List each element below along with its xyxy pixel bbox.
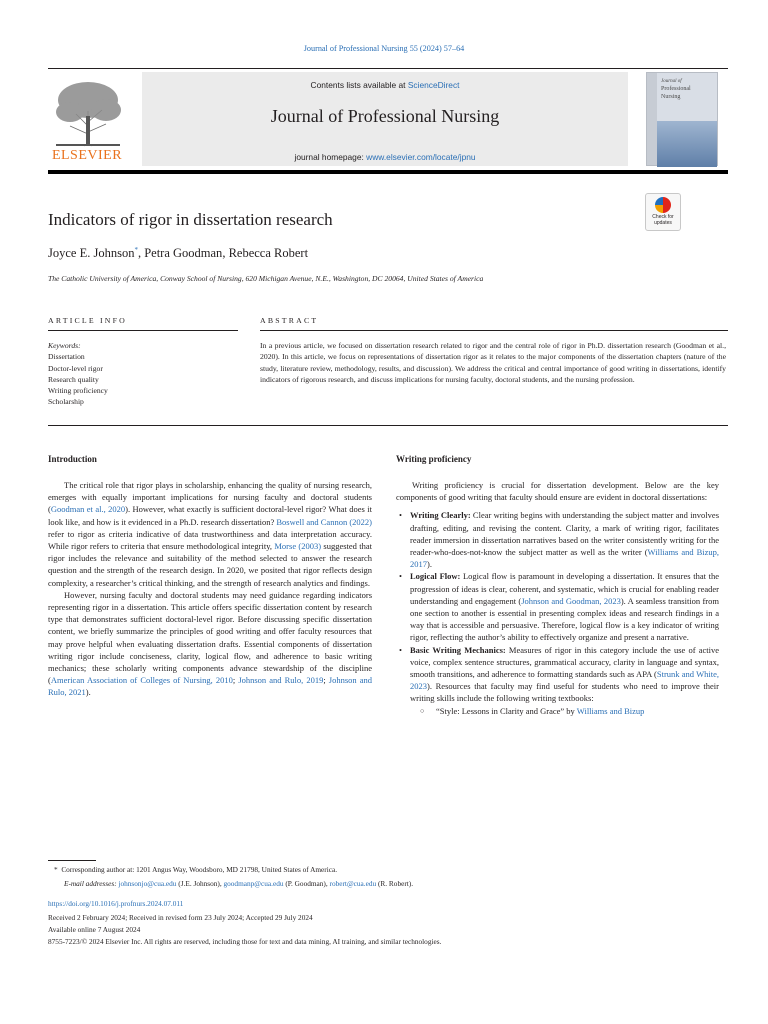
sub-list-item [410,705,719,717]
text-run: ). However, what exactly is sufficient doctoral-level rigor? What does it look like, and how is it evidenced in a Ph.D. research dissertation? [48,504,372,527]
keywords-label: Keywords: [48,341,81,350]
introduction-body [48,479,372,699]
copyright-line: 8755-7223/© 2024 Elsevier Inc. All rights are reserved, including those for text and data mining, AI training, and similar technologies. [48,937,442,946]
author-name: Petra Goodman [144,246,223,261]
text-run: “Style: Lessons in Clarity and Grace” by [436,705,577,716]
sciencedirect-link[interactable]: ScienceDirect [407,80,460,90]
email-addresses [64,878,413,890]
contents-prefix: Contents lists available at [310,80,408,90]
header-thick-rule [48,170,728,174]
footnote-mark: * [54,865,58,874]
affiliation: The Catholic University of America, Conway School of Nursing, 620 Michigan Avenue, N.E., Washington, DC 20064, United States of America [48,274,484,283]
corresponding-address: Corresponding author at: 1201 Angus Way, Woodsboro, MD 21798, United States of America. [61,865,338,874]
homepage-line [142,152,628,162]
citation-link[interactable]: Goodman et al., 2020 [50,504,126,515]
email-owner: (P. Goodman), [283,879,330,888]
available-online: Available online 7 August 2024 [48,925,141,934]
email-link[interactable]: johnsonjo@cua.edu [118,879,177,888]
footnote-rule [48,860,96,861]
corresponding-author-mark[interactable]: * [134,246,138,254]
text-run: ). Resources that faculty may find useful for students who need to improve their writing skills include the following writing textbooks: [410,681,719,704]
hollow-bullet-icon: ○ [420,706,425,715]
citation-link[interactable]: Williams and Bizup, 2017 [410,547,720,570]
citation-link[interactable]: Johnson and Goodman, 2023 [521,595,621,606]
check-for-updates-badge[interactable] [645,193,681,231]
text-run: The critical role that rigor plays in scholarship, enhancing the quality of nursing research, emerges with equally important implications for nursing faculty and doctoral students ( [48,480,372,515]
keyword-item: Doctor-level rigor [48,363,103,373]
citation-link[interactable]: Morse (2003) [274,541,322,552]
email-owner: (R. Robert). [376,879,414,888]
list-item [410,644,719,717]
writing-proficiency-intro: Writing proficiency is crucial for dissertation development. Below are the key components of good writing that faculty should ensure are evident in doctoral dissertations: [396,480,719,503]
cover-spine [647,73,657,165]
keywords-block [48,340,108,408]
text-run: Measures of rigor in this category include the use of active voice, complex sentence structures, grammatical accuracy, clarity in language and syntax, smooth transitions, and adherence to formatting standards such as APA ( [410,644,720,680]
text-run: ). A seamless transition from one section to another is essential in presenting complex ideas and research findings in a way that is accessible and persuasive. Therefore, logical flow is a key indicator of writing rigor, reflecting the author’s ability to effectively organize and present a narrative. [410,595,719,643]
email-owner: (J.E. Johnson), [176,879,224,888]
citation-link[interactable]: Johnson and Rulo, 2019 [238,675,324,686]
abstract-rule [260,330,728,331]
introduction-paragraph-2 [48,589,372,699]
text-run: ). [427,559,432,570]
check-updates-line-2: updates [654,219,672,226]
article-title: Indicators of rigor in dissertation research [48,210,333,229]
abstract-text: In a previous article, we focused on dissertation research related to rigor and the central role of rigor in Ph.D. dissertation research (Goodman et al., 2020). In this article, we focus on representations of dissertation rigor as it relates to the major components of the dissertation chapters (nature of the study, literature review, methodology, results, and discussion). We address the critical and central importance of good writing in dissertations, identify indicators of rigorous research, and discuss implications for nursing faculty, doctoral students, and the nursing profession. [260,341,726,384]
list-item-label: Basic Writing Mechanics: [410,644,506,655]
text-run: ). [85,687,91,698]
author-name: Joyce E. Johnson [48,246,135,261]
list-item-label: Logical Flow: [410,571,461,582]
text-run: suggested that rigor includes the relevance and suitability of the method selected to answer the research question and the strength of the research design. In 2020, we posited that rigor reflects design complexity, a researcher’s critical thinking, and the strength of research analytics and findings. [48,541,372,588]
keyword-item: Research quality [48,374,99,384]
homepage-link[interactable]: www.elsevier.com/locate/jpnu [366,152,476,162]
doi-link[interactable]: https://doi.org/10.1016/j.profnurs.2024.07.011 [48,899,184,908]
cover-line-2: Professional [661,86,691,92]
cover-line-3: Nursing [661,94,681,100]
writing-components-list [396,509,719,716]
email-link[interactable]: goodmanp@cua.edu [223,879,284,888]
check-updates-label [646,215,680,226]
cover-image [657,121,717,167]
corresponding-author-note [54,864,337,876]
elsevier-wordmark: ELSEVIER [51,148,123,163]
journal-title: Journal of Professional Nursing [270,106,500,126]
list-item [410,509,719,570]
article-info-heading: ARTICLE INFO [48,316,127,325]
introduction-paragraph-1 [48,479,372,589]
citation-link[interactable]: American Association of Colleges of Nursing, 2010 [50,675,233,686]
email-label: E-mail addresses: [64,879,117,888]
cover-line-1: Journal of [661,79,682,84]
keyword-item: Scholarship [48,397,84,407]
keyword-item: Dissertation [48,352,85,362]
journal-cover-thumbnail[interactable] [646,72,718,166]
introduction-heading: Introduction [48,454,97,464]
keyword-item: Writing proficiency [48,386,108,396]
abstract-bottom-rule [48,425,728,426]
article-info-rule [48,330,238,331]
top-rule [48,68,728,69]
text-run: However, nursing faculty and doctoral students may need guidance regarding indicators representing rigor in a dissertation. This article offers specific dissertation content by research type that demonstrates sufficient doctoral-level rigor. Before discussing specific dissertation content, we briefly summarize the principles of good writing and offer faculty resources that may prove helpful when evaluating dissertation drafts. Essential components of dissertation writing rigor include conciseness, clarity, logical flow, and adherence to basic writing mechanics; these scholarly writing components advance stewardship of the discipline ( [48,589,372,686]
author-list: Joyce E. Johnson*, Petra Goodman, Rebecca Robert [48,246,309,261]
contents-line [142,80,628,90]
citation-link[interactable]: Boswell and Cannon (2022) [276,516,372,527]
text-run: ; [232,675,239,686]
author-name: Rebecca Robert [228,246,309,261]
check-updates-line-1: Check for [652,214,674,220]
running-head[interactable]: Journal of Professional Nursing 55 (2024) 57–64 [303,44,465,53]
text-run: Clear writing begins with understanding the subject matter and involves drafting, editing, and revising the content. Clarity, a mark of writing rigor, facilitates reader immersion in dissertation narratives based on the writer consistently writing for the reader-who-does-not-know the subject matter as well as the writer ( [410,510,719,558]
writing-proficiency-body [396,479,719,717]
homepage-prefix: journal homepage: [294,152,367,162]
check-updates-icon [655,197,671,213]
citation-link[interactable]: Johnson and Rulo, 2021 [48,675,372,698]
abstract-heading: ABSTRACT [260,316,319,325]
citation-link[interactable]: Strunk and White, 2023 [410,669,719,692]
list-item [410,570,719,643]
text-run: refer to rigor as criteria indicative of data trustworthiness and data interpretation accuracy. While rigor refers to criteria that ensure methodological integrity, [48,528,372,552]
text-run: ; [323,675,329,686]
citation-link[interactable]: Williams and Bizup [576,705,645,716]
email-link[interactable]: robert@cua.edu [329,879,377,888]
received-dates: Received 2 February 2024; Received in revised form 23 July 2024; Accepted 29 July 2024 [48,913,313,922]
text-run: Logical flow is paramount in developing a dissertation. It ensures that the progression of ideas is clear, coherent, and systematic, which is crucial for enabling reader understanding and engagement ( [410,571,719,606]
list-item-label: Writing Clearly: [410,510,471,521]
writing-proficiency-heading: Writing proficiency [396,454,472,464]
